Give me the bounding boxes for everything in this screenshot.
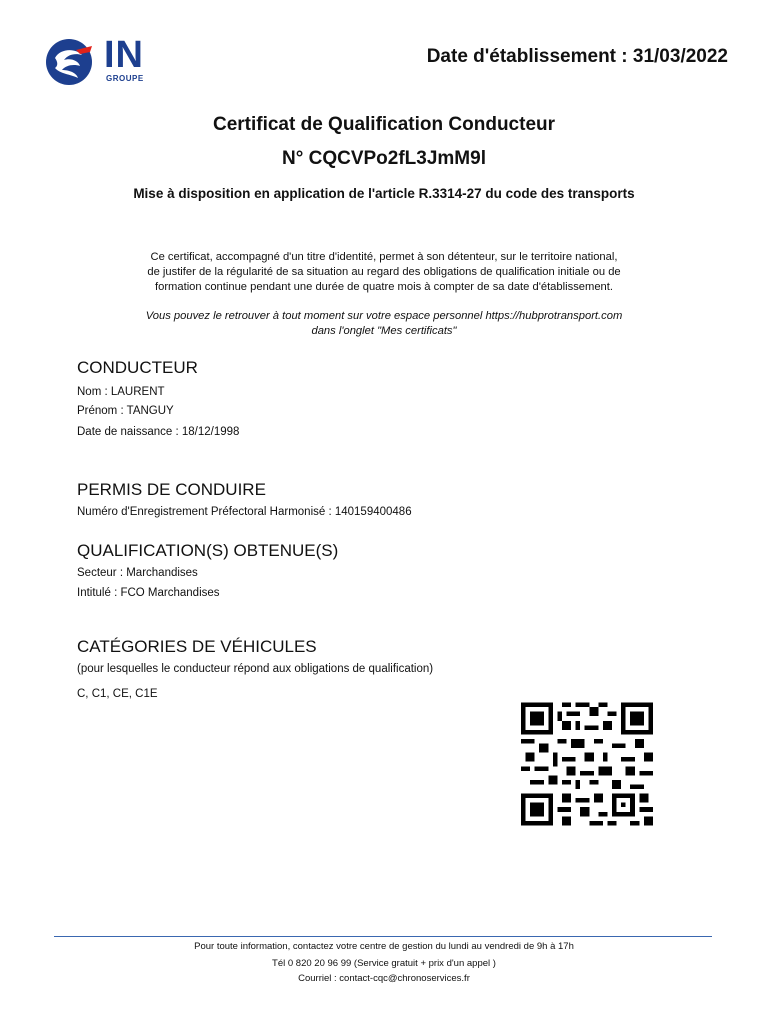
field-intitule: Intitulé : FCO Marchandises: [77, 587, 220, 599]
intro-line: de justifer de la régularité de sa situation au regard des obligations de qualification initiale ou de: [147, 266, 621, 278]
section-categories-heading: CATÉGORIES DE VÉHICULES: [77, 637, 317, 656]
date-etablissement: Date d'établissement : 31/03/2022: [426, 46, 728, 67]
note-line: Vous pouvez le retrouver à tout moment sur votre espace personnel https://hubprotransport.com: [145, 310, 623, 322]
field-numero-permis: Numéro d'Enregistrement Préfectoral Harmonisé : 140159400486: [77, 506, 412, 518]
section-conducteur-heading: CONDUCTEUR: [77, 358, 198, 377]
intro-paragraph: [90, 250, 678, 295]
footer-info-line: Pour toute information, contactez votre centre de gestion du lundi au vendredi de 9h à 17h: [194, 941, 574, 952]
intro-line: formation continue pendant une durée de quatre mois à compter de sa date d'établissement.: [154, 281, 613, 293]
qr-code-icon: [521, 702, 653, 826]
logo-subtext: GROUPE: [106, 74, 144, 83]
field-secteur: Secteur : Marchandises: [77, 567, 198, 579]
field-nom: Nom : LAURENT: [77, 386, 165, 398]
footer-divider: [54, 936, 712, 937]
certificate-number: N° CQCVPo2fL3JmM9l: [282, 148, 486, 169]
footer-phone-line: Tél 0 820 20 96 99 (Service gratuit + prix d'un appel ): [272, 958, 496, 969]
footer-email-line: Courriel : contact-cqc@chronoservices.fr: [298, 973, 470, 984]
document-title: Certificat de Qualification Conducteur: [212, 114, 556, 135]
document-subtitle: Mise à disposition en application de l'article R.3314-27 du code des transports: [133, 186, 635, 201]
field-prenom: Prénom : TANGUY: [77, 405, 174, 417]
logo-emblem-icon: [46, 38, 102, 88]
section-qualification-heading: QUALIFICATION(S) OBTENUE(S): [77, 541, 339, 560]
section-permis-heading: PERMIS DE CONDUIRE: [77, 480, 266, 499]
field-date-naissance: Date de naissance : 18/12/1998: [77, 426, 240, 438]
categories-list: C, C1, CE, C1E: [77, 688, 158, 700]
categories-note: (pour lesquelles le conducteur répond aux obligations de qualification): [77, 663, 434, 675]
espace-personnel-note: [90, 309, 678, 339]
in-groupe-logo: [46, 34, 156, 88]
logo-text: IN: [104, 34, 144, 76]
note-line: dans l'onglet "Mes certificats": [311, 325, 457, 337]
intro-line: Ce certificat, accompagné d'un titre d'identité, permet à son détenteur, sur le territoire national,: [150, 251, 618, 263]
